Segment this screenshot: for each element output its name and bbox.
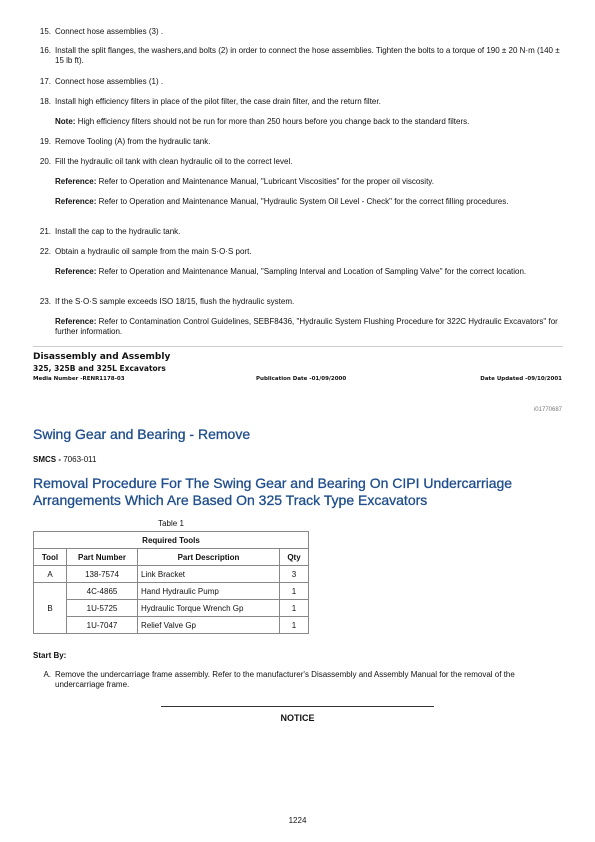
step-text: Install the split flanges, the washers,and bolts (2) in order to connect the hose assemblies. Tighten the bolts to a torque of 190 ± 20 N·m (140 ± 15 lb ft).: [55, 46, 560, 65]
table-row: [34, 566, 309, 583]
step-number: 20.: [39, 157, 51, 166]
step-number: 21.: [39, 227, 51, 236]
step-number: 17.: [39, 77, 51, 86]
part-description-cell: Link Bracket: [138, 566, 280, 583]
section-title: Swing Gear and Bearing - Remove: [33, 426, 251, 442]
step-text: Connect hose assemblies (3) .: [55, 27, 164, 36]
reference-20a: [55, 177, 563, 187]
date-updated: Date Updated -09/10/2001: [480, 376, 562, 382]
table-row: [34, 583, 309, 600]
reference-text: Refer to Contamination Control Guidelines, SEBF8436, "Hydraulic System Flushing Procedure for 322C Hydraulic Excavators" for further information.: [55, 317, 558, 336]
step-number: 19.: [39, 137, 51, 146]
step-number: 22.: [39, 247, 51, 256]
divider: [33, 346, 563, 347]
smcs-value: 7063-011: [63, 455, 97, 464]
part-number-cell: 1U-5725: [67, 600, 138, 617]
qty-cell: 1: [280, 583, 309, 600]
step-text: Install high efficiency filters in place of the pilot filter, the case drain filter, and the return filter.: [55, 97, 381, 106]
step-number: 23.: [39, 297, 51, 306]
reference-20b: [55, 197, 563, 207]
column-header-tool: Tool: [34, 549, 67, 566]
step-text: Fill the hydraulic oil tank with clean hydraulic oil to the correct level.: [55, 157, 293, 166]
reference-label: Reference:: [55, 197, 97, 206]
note-label: Note:: [55, 117, 76, 126]
page-number: 1224: [288, 816, 307, 825]
table-title: Required Tools: [34, 532, 309, 549]
note-18: [55, 117, 563, 127]
reference-label: Reference:: [55, 177, 97, 186]
notice-rule: [161, 706, 434, 707]
step-number: 16.: [39, 46, 51, 55]
media-number: Media Number -RENR1178-03: [33, 376, 125, 382]
publication-date: Publication Date -01/09/2000: [256, 376, 347, 382]
reference-22: [55, 267, 563, 277]
step-text: Install the cap to the hydraulic tank.: [55, 227, 181, 236]
manual-subtitle: 325, 325B and 325L Excavators: [33, 364, 166, 373]
step-text: Remove the undercarriage frame assembly. Refer to the manufacturer's Disassembly and Assembly Manual for the removal of the undercarriage frame.: [55, 670, 515, 689]
reference-text: Refer to Operation and Maintenance Manual, "Sampling Interval and Location of Sampling Valve" for the correct location.: [98, 267, 527, 276]
reference-label: Reference:: [55, 267, 97, 276]
qty-cell: 1: [280, 617, 309, 634]
table-caption: Table 1: [158, 519, 184, 528]
start-by-label: Start By:: [33, 651, 67, 660]
note-text: High efficiency filters should not be run for more than 250 hours before you change back to the standard filters.: [77, 117, 470, 126]
tool-cell: B: [34, 583, 67, 634]
table-row: [34, 617, 309, 634]
procedure-title: Removal Procedure For The Swing Gear and Bearing On CIPI Undercarriage Arrangements Which Are Based On 325 Track Type Excavators: [33, 475, 513, 508]
reference-text: Refer to Operation and Maintenance Manual, "Lubricant Viscosities" for the proper oil viscosity.: [98, 177, 434, 186]
part-number-cell: 138-7574: [67, 566, 138, 583]
column-header-part-description: Part Description: [138, 549, 280, 566]
step-text: Obtain a hydraulic oil sample from the main S·O·S port.: [55, 247, 252, 256]
step-text: Connect hose assemblies (1) .: [55, 77, 164, 86]
step-number: A.: [43, 670, 51, 679]
qty-cell: 1: [280, 600, 309, 617]
step-text: If the S·O·S sample exceeds ISO 18/15, flush the hydraulic system.: [55, 297, 295, 306]
notice-heading: NOTICE: [280, 713, 315, 723]
qty-cell: 3: [280, 566, 309, 583]
column-header-part-number: Part Number: [67, 549, 138, 566]
required-tools-table: [33, 531, 309, 634]
column-header-qty: Qty: [280, 549, 309, 566]
reference-text: Refer to Operation and Maintenance Manual, "Hydraulic System Oil Level - Check" for the correct filling procedures.: [98, 197, 509, 206]
tool-cell: A: [34, 566, 67, 583]
reference-23: [55, 317, 563, 337]
part-number-cell: 4C-4865: [67, 583, 138, 600]
step-number: 15.: [39, 27, 51, 36]
step-text: Remove Tooling (A) from the hydraulic tank.: [55, 137, 211, 146]
part-description-cell: Hydraulic Torque Wrench Gp: [138, 600, 280, 617]
image-id: i01770687: [533, 407, 562, 413]
reference-label: Reference:: [55, 317, 97, 326]
smcs-code: [33, 455, 96, 464]
manual-title: Disassembly and Assembly: [33, 352, 171, 362]
smcs-label: SMCS -: [33, 455, 61, 464]
part-number-cell: 1U-7047: [67, 617, 138, 634]
step-number: 18.: [39, 97, 51, 106]
part-description-cell: Relief Valve Gp: [138, 617, 280, 634]
part-description-cell: Hand Hydraulic Pump: [138, 583, 280, 600]
table-row: [34, 600, 309, 617]
